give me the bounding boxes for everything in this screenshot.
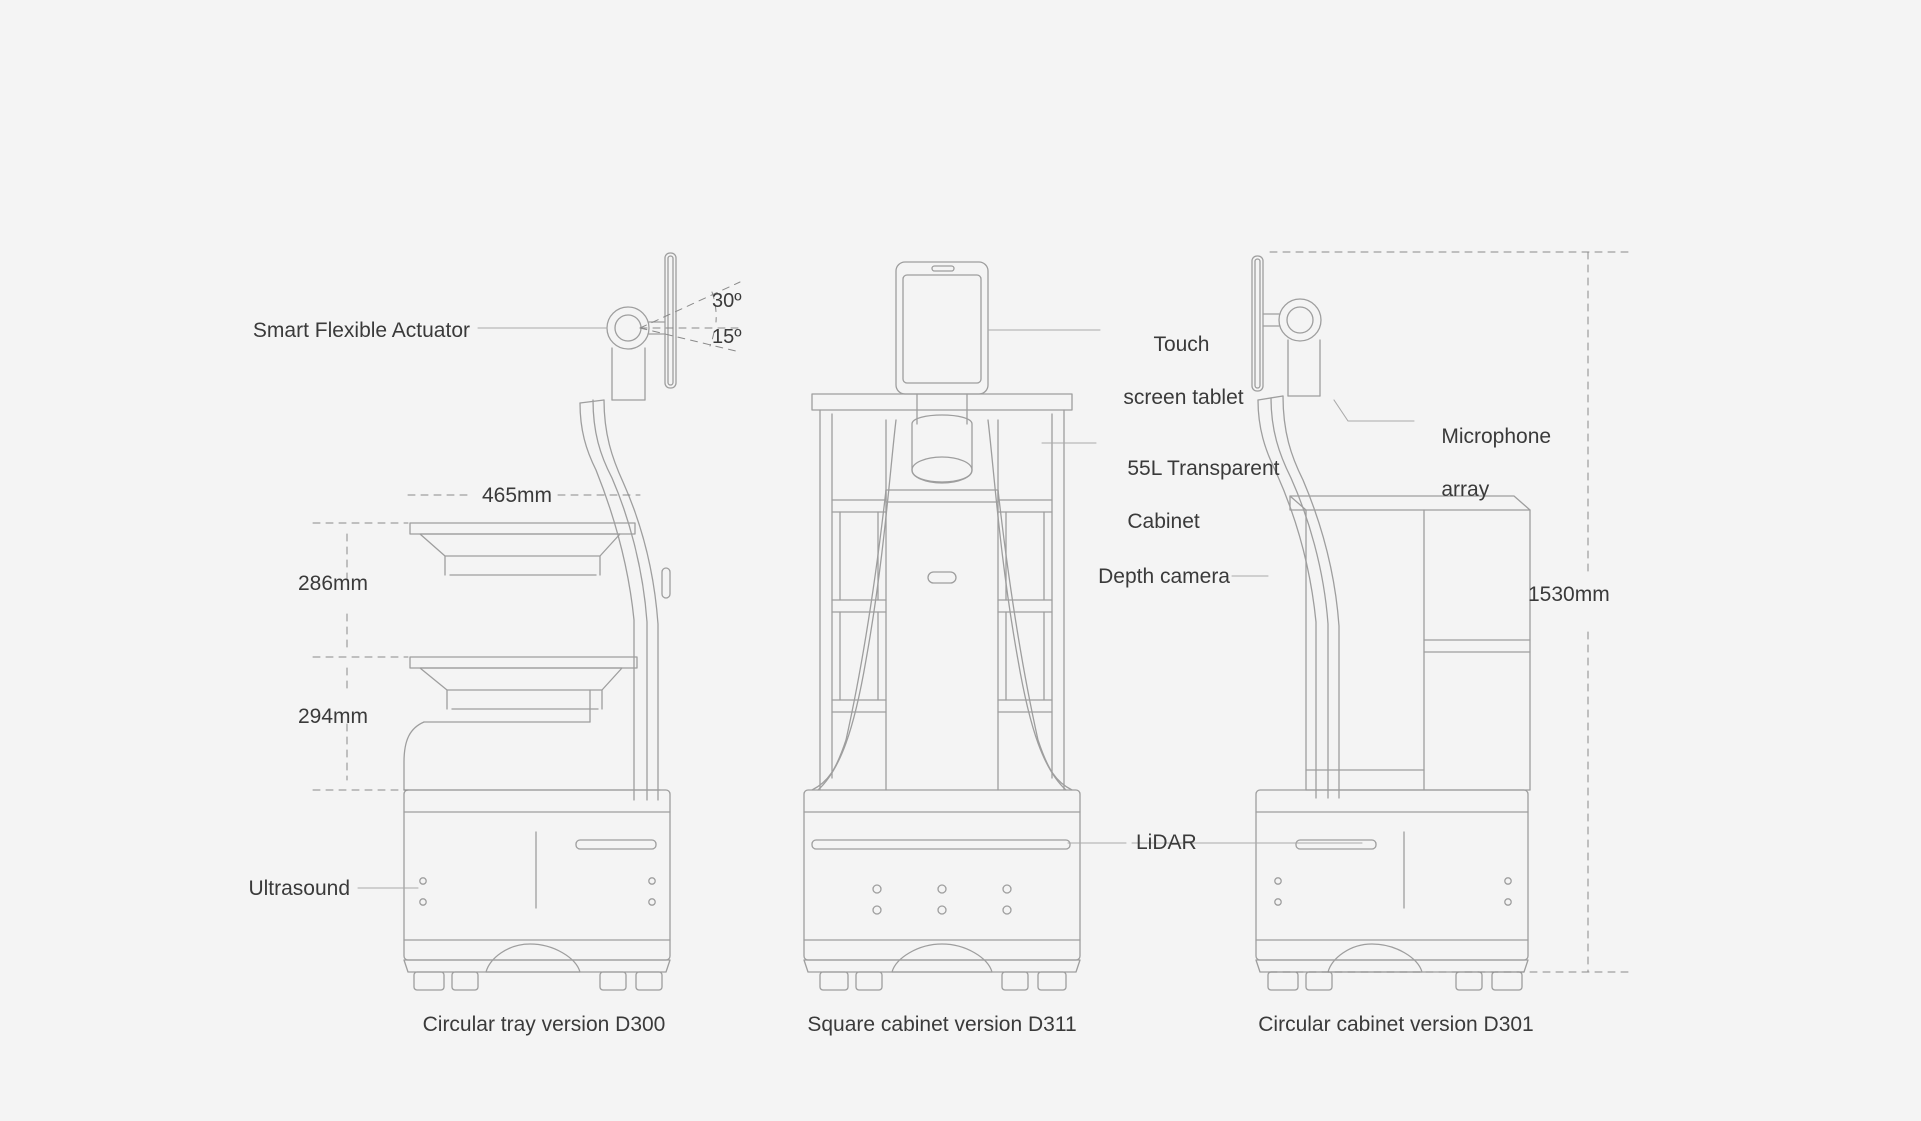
callout-smart-flexible-actuator: Smart Flexible Actuator <box>252 319 470 342</box>
callout-touch-screen-tablet <box>1100 306 1244 437</box>
callout-lidar: LiDAR <box>1136 831 1197 854</box>
robot-left-d300 <box>404 253 676 990</box>
dimension-1530mm: 1530mm <box>1528 583 1610 606</box>
callout-touch-screen-tablet-line2: screen tablet <box>1123 385 1244 409</box>
callout-microphone-array-line1: Microphone <box>1441 425 1552 449</box>
dimension-286mm: 286mm <box>298 572 369 595</box>
dimension-465mm: 465mm <box>482 484 553 507</box>
callout-depth-camera: Depth camera <box>1098 565 1230 588</box>
caption-middle-model: Square cabinet version D311 <box>807 1013 1077 1036</box>
callout-touch-screen-tablet-line1: Touch <box>1153 333 1210 357</box>
callout-microphone-array-line2: array <box>1441 477 1490 501</box>
robot-right-d301 <box>1252 256 1530 990</box>
caption-left-model: Circular tray version D300 <box>422 1013 666 1036</box>
callout-microphone-array <box>1418 398 1551 529</box>
callout-55l-transparent-cabinet <box>1104 430 1280 561</box>
callout-cabinet-line1: 55L Transparent <box>1127 457 1280 481</box>
callout-ultrasound: Ultrasound <box>248 877 350 900</box>
angle-lower-15: 15º <box>712 326 742 348</box>
angle-upper-30: 30º <box>712 290 742 312</box>
dimension-294mm: 294mm <box>298 705 369 728</box>
caption-right-model: Circular cabinet version D301 <box>1258 1013 1534 1036</box>
robot-middle-d311 <box>804 262 1080 990</box>
dimension-lines <box>313 252 1632 972</box>
callout-cabinet-line2: Cabinet <box>1127 509 1200 533</box>
